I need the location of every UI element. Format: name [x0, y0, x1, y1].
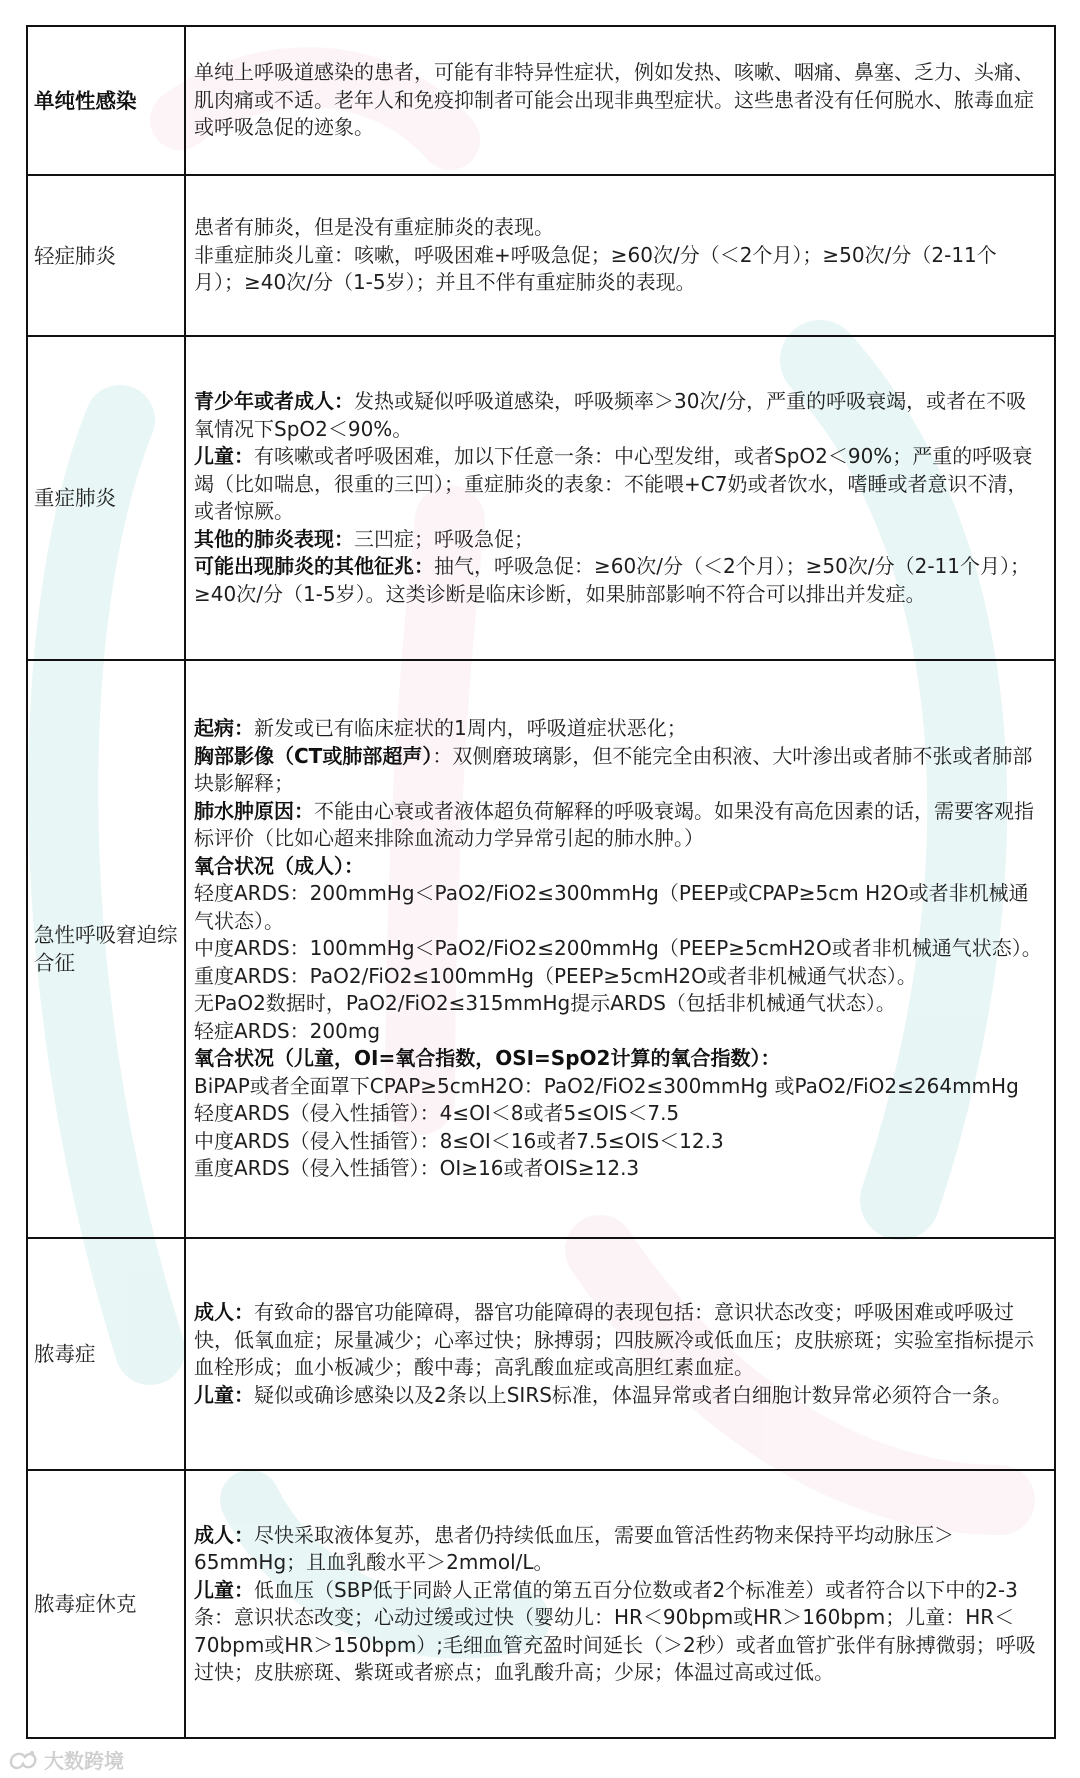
content-line: 重度ARDS（侵入性插管）：OI≥16或者OIS≥12.3 [194, 1156, 640, 1181]
table-row [27, 336, 1055, 660]
content-line: 中度ARDS：100mmHg＜PaO2/FiO2≤200mmHg（PEEP≥5cmH2O或者非机械通气状态）。 [194, 936, 1042, 961]
content-line: 轻症ARDS：200mg [194, 1018, 381, 1043]
content-line: 患者有肺炎，但是没有重症肺炎的表现。 [194, 215, 554, 240]
row-content [185, 1470, 1055, 1738]
content-line: 单纯上呼吸道感染的患者，可能有非特异性症状，例如发热、咳嗽、咽痛、鼻塞、乏力、头痛、肌肉痛或不适。老年人和免疫抑制者可能会出现非典型症状。这些患者没有任何脱水、脓毒血症或呼吸急促的迹象。 [194, 60, 1034, 140]
content-line: 儿童：低血压（SBP低于同龄人正常值的第五百分位数或者2个标准差）或者符合以下中的2-3条：意识状态改变；心动过缓或过快（婴幼儿：HR＜90bpm或HR＞160bpm；儿童：HR＜70bpm或HR＞150bpm）;毛细血管充盈时间延长（＞2秒）或者血管扩张伴有脉搏微弱；呼吸过快；皮肤瘀斑、紫斑或者瘀点；血乳酸升高；少尿；体温过高或过低。 [194, 1577, 1036, 1684]
row-content [185, 336, 1055, 660]
content-line: 氧合状况（儿童，OI=氧合指数，OSI=SpO2计算的氧合指数）： [194, 1046, 781, 1071]
content-line: 肺水肿原因：不能由心衰或者液体超负荷解释的呼吸衰竭。如果没有高危因素的话，需要客观指标评价（比如心超来排除血流动力学异常引起的肺水肿。） [194, 798, 1034, 851]
row-content [185, 26, 1055, 175]
row-content [185, 660, 1055, 1238]
content-line: 成人：有致命的器官功能障碍，器官功能障碍的表现包括：意识状态改变；呼吸困难或呼吸过快，低氧血症；尿量减少；心率过快；脉搏弱；四肢厥冷或低血压；皮肤瘀斑；实验室指标提示血栓形成；血小板减少；酸中毒；高乳酸血症或高胆红素血症。 [194, 1300, 1034, 1379]
content-line: BiPAP或者全面罩下CPAP≥5cmH2O：PaO2/FiO2≤300mmHg 或PaO2/FiO2≤264mmHg [194, 1073, 1019, 1098]
content-line: 无PaO2数据时，PaO2/FiO2≤315mmHg提示ARDS（包括非机械通气状态）。 [194, 991, 896, 1016]
content-line: 其他的肺炎表现：三凹症；呼吸急促； [194, 526, 534, 551]
content-line: 儿童：疑似或确诊感染以及2条以上SIRS标准，体温异常或者白细胞计数异常必须符合一条。 [194, 1382, 1012, 1407]
watermark-text: 大数跨境 [44, 1749, 124, 1773]
table-row [27, 175, 1055, 336]
content-line: 可能出现肺炎的其他征兆：抽气，呼吸急促：≥60次/分（＜2个月）；≥50次/分（2-11个月）；≥40次/分（1-5岁）。这类诊断是临床诊断，如果肺部影响不符合可以排出并发症。 [194, 554, 1031, 606]
content-line: 氧合状况（成人）： [194, 853, 364, 878]
content-line: 轻度ARDS：200mmHg＜PaO2/FiO2≤300mmHg（PEEP或CPAP≥5cm H2O或者非机械通气状态）。 [194, 881, 1029, 933]
content-line: 儿童：有咳嗽或者呼吸困难，加以下任意一条：中心型发绀，或者SpO2＜90%；严重的呼吸衰竭（比如喘息，很重的三凹）；重症肺炎的表象：不能喂+C7奶或者饮水，嗜睡或者意识不清，或者惊厥。 [194, 444, 1033, 523]
content-line: 成人：尽快采取液体复苏，患者仍持续低血压，需要血管活性药物来保持平均动脉压＞65mmHg；且血乳酸水平＞2mmol/L。 [194, 1522, 954, 1574]
content-line: 轻度ARDS（侵入性插管）：4≤OI＜8或者5≤OIS＜7.5 [194, 1101, 680, 1126]
content-line: 重度ARDS：PaO2/FiO2≤100mmHg（PEEP≥5cmH2O或者非机械通气状态）。 [194, 963, 917, 988]
row-label: 急性呼吸窘迫综合征 [27, 660, 185, 1238]
row-content [185, 175, 1055, 336]
row-label: 轻症肺炎 [27, 175, 185, 336]
table-row [27, 1238, 1055, 1470]
row-label: 单纯性感染 [27, 26, 185, 175]
content-line: 非重症肺炎儿童：咳嗽，呼吸困难+呼吸急促；≥60次/分（＜2个月）；≥50次/分（2-11个月）；≥40次/分（1-5岁）；并且不伴有重症肺炎的表现。 [194, 242, 997, 295]
logo-icon [8, 1748, 38, 1772]
content-line: 青少年或者成人：发热或疑似呼吸道感染，呼吸频率＞30次/分，严重的呼吸衰竭，或者在不吸氧情况下SpO2＜90%。 [194, 389, 1027, 441]
row-label: 脓毒症休克 [27, 1470, 185, 1738]
table-row [27, 660, 1055, 1238]
watermark [8, 1745, 124, 1774]
row-content [185, 1238, 1055, 1470]
content-line: 胸部影像（CT或肺部超声）：双侧磨玻璃影，但不能完全由积液、大叶渗出或者肺不张或者肺部块影解释； [194, 743, 1033, 796]
table-row [27, 1470, 1055, 1738]
row-label: 重症肺炎 [27, 336, 185, 660]
content-line: 起病：新发或已有临床症状的1周内，呼吸道症状恶化； [194, 716, 687, 741]
info-table [26, 25, 1056, 1739]
row-label: 脓毒症 [27, 1238, 185, 1470]
table-row [27, 26, 1055, 175]
content-line: 中度ARDS（侵入性插管）：8≤OI＜16或者7.5≤OIS＜12.3 [194, 1128, 724, 1153]
